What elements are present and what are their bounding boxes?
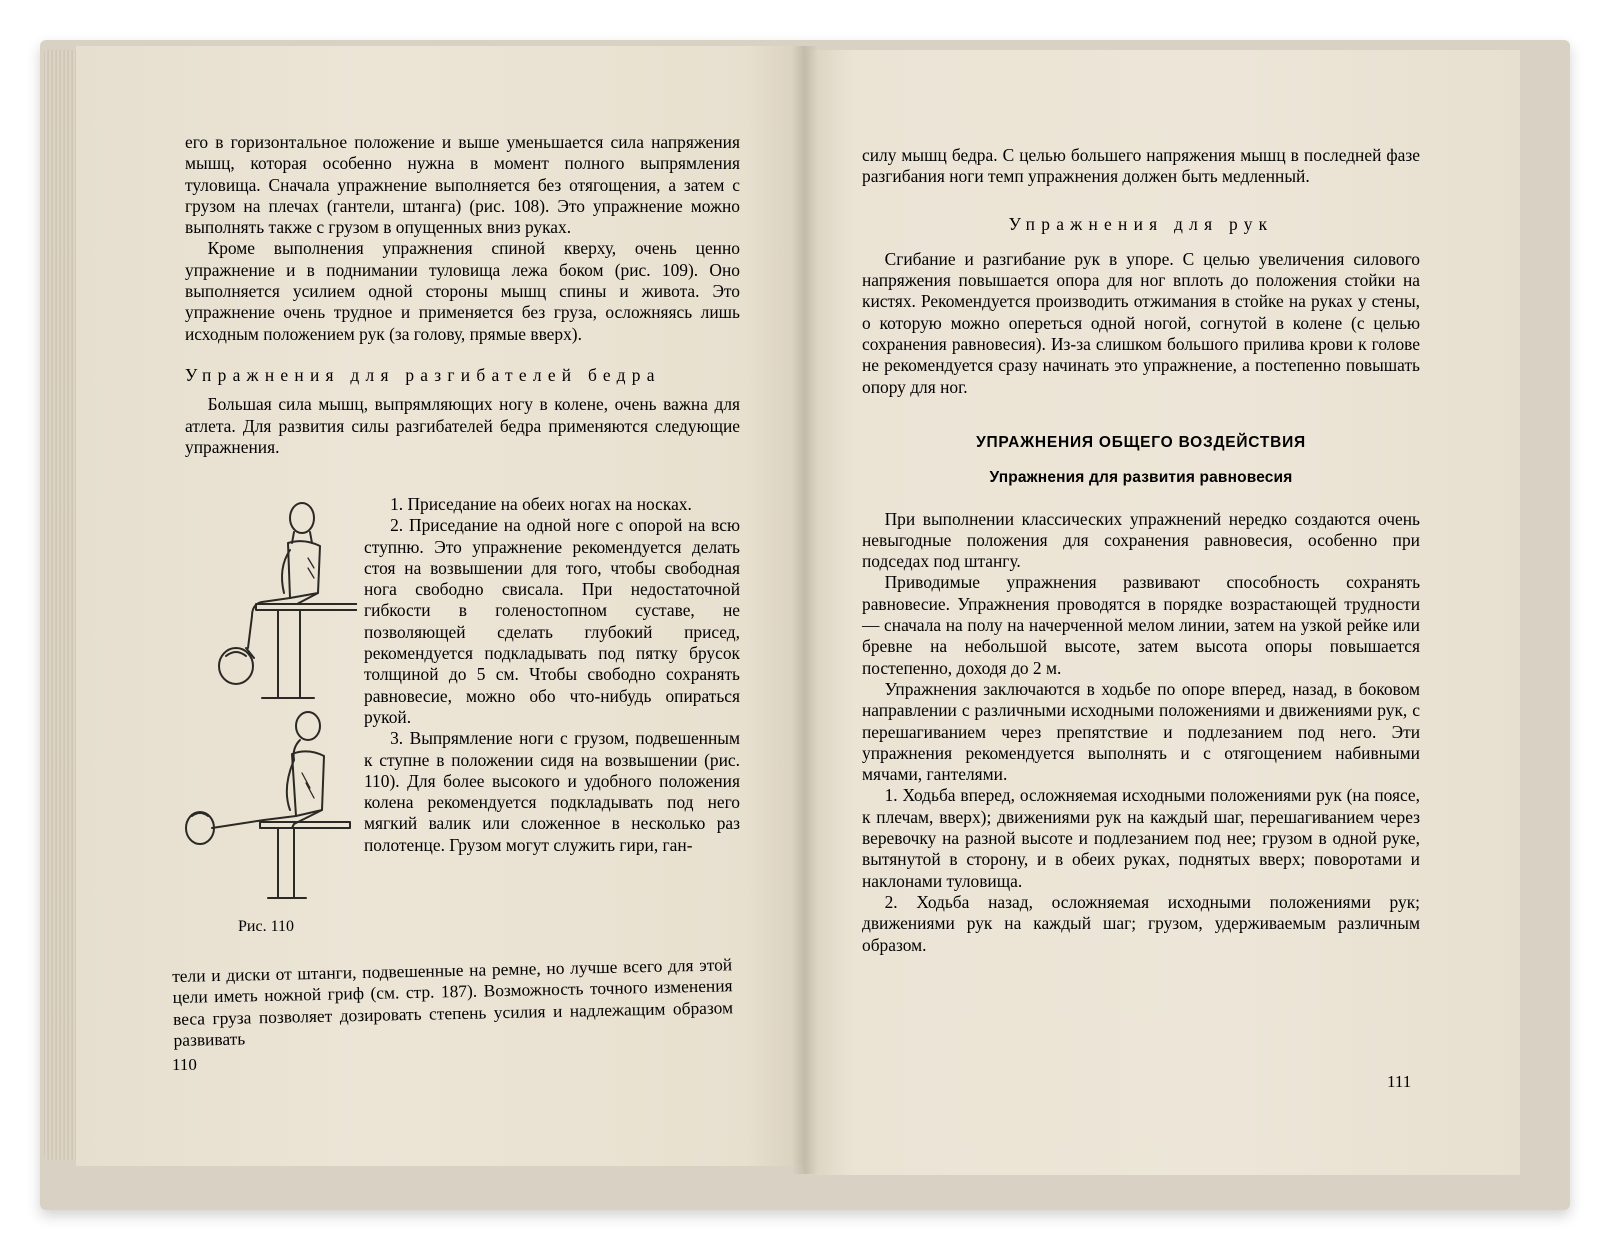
right-page-text	[862, 145, 1420, 956]
balance-paragraph-3: Упражнения заключаются в ходьбе по опоре вперед, назад, в боковом направлении с различными исходными положениями и движениями рук, с перешагиванием через препятствие и подлезанием под него. Эти упражнения рекомендуется выполнять и с отягощением набивными мячами, гантелями.	[862, 678, 1420, 785]
left-bottom-paragraph: тели и диски от штанги, подвешенные на ремне, но лучше всего для этой цели иметь ножной гриф (см. стр. 187). Возможность точного изменения веса груза позволяет дозировать степень усилия и надлежащим образом развивать	[172, 954, 734, 1050]
left-paragraph-1: его в горизонтальное положение и выше уменьшается сила напряжения мышц, которая особенно нужна в момент полного выпрямления туловища. Сначала упражнение выполняется без отягощения, а затем с грузом на плечах (гантели, штанга) (рис. 108). Это упражнение можно выполнять также с грузом в опущенных вниз руках.	[185, 132, 740, 238]
exercise-item-1: 1. Приседание на обеих ногах на носках.	[390, 494, 692, 514]
heading-general-effect: УПРАЖНЕНИЯ ОБЩЕГО ВОЗДЕЙСТВИЯ	[976, 433, 1306, 451]
figure-side-text	[364, 494, 740, 856]
heading-balance: Упражнения для развития равновесия	[989, 469, 1293, 487]
balance-paragraph-5: 2. Ходьба назад, осложняемая исходными положениями рук; движениями рук на каждый шаг; грузом, удерживаемым различным образом.	[862, 891, 1420, 955]
page-number-right: 111	[1387, 1072, 1412, 1091]
exercise-item-2: 2. Приседание на одной ноге с опорой на всю ступню. Это упражнение рекомендуется делать стоя на возвышении для того, чтобы свободная нога свободно свисала. При недостаточной гибкости в голеностопном суставе, не позволяющей сделать глубокий присед, рекомендуется подкладывать под пятку брусок толщиной до 5 см. Чтобы свободно сохранять равновесие, можно обо что-нибудь опираться рукой.	[364, 515, 740, 727]
right-opening-paragraph: силу мышц бедра. С целью большего напряжения мышц в последней фазе разгибания ноги темп упражнения должен быть медленный.	[862, 145, 1420, 187]
exercise-item-3: 3. Выпрямление ноги с грузом, подвешенным к ступне в положении сидя на возвышении (рис. 110). Для более высокого и удобного положения колена рекомендуется подкладывать под него мягкий валик или сложенное в несколько раз полотенце. Грузом могут служить гири, ган-	[364, 728, 740, 855]
arms-paragraph: Сгибание и разгибание рук в упоре. С целью увеличения силового напряжения повышается опора для ног вплоть до положения стойки на кистях. Рекомендуется производить отжимания в стойке на руках у стены, о которую можно опереться одной ногой, согнутой в колене (с целью сохранения равновесия). Из-за слишком большого прилива крови к голове не рекомендуется сразу начинать это упражнение, а постепенно повышать опору для ног.	[862, 248, 1420, 397]
figure-caption: Рис. 110	[238, 918, 294, 935]
balance-paragraph-2: Приводимые упражнения развивают способность сохранять равновесие. Упражнения проводятся в порядке возрастающей трудности — сначала на полу на начерченной мелом линии, затем на узкой рейке или бревне на небольшой высоте, затем высота опоры повышается постепенно, доходя до 2 м.	[862, 572, 1420, 678]
figure-110-illustration	[182, 498, 357, 958]
heading-arms: Упражнения для рук	[1008, 213, 1274, 234]
book-gutter	[792, 46, 818, 1174]
left-paragraph-2: Кроме выполнения упражнения спиной кверху, очень ценно упражнение и в поднимании туловища лежа боком (рис. 109). Оно выполняется усилием одной стороны мышц спины и живота. Это упражнение очень трудное и применяется без груза, осложняясь лишь исходным положением рук (за голову, прямые вверх).	[185, 238, 740, 344]
balance-paragraph-1: При выполнении классических упражнений нередко создаются очень невыгодные положения для сохранения равновесия, особенно при подседах под штангу.	[862, 508, 1420, 572]
exercise-illustration	[182, 498, 357, 958]
heading-thigh-extensors: Упражнения для разгибателей бедра	[185, 364, 661, 385]
left-intro-paragraph: Большая сила мышц, выпрямляющих ногу в колене, очень важна для атлета. Для развития силы разгибателей бедра применяются следующие упражнения.	[185, 394, 740, 457]
balance-paragraph-4: 1. Ходьба вперед, осложняемая исходными положениями рук (на поясе, к плечам, вверх); движениями рук на каждый шаг, перешагиванием через веревочку на разной высоте и подлезанием под нее; грузом в одной руке, вытянутой в сторону, и в обеих руках, поднятых вверх; поворотами и наклонами туловища.	[862, 785, 1420, 891]
page-number-left: 110	[172, 1055, 197, 1074]
left-bottom-text	[172, 954, 734, 1051]
left-page-text	[185, 132, 740, 458]
